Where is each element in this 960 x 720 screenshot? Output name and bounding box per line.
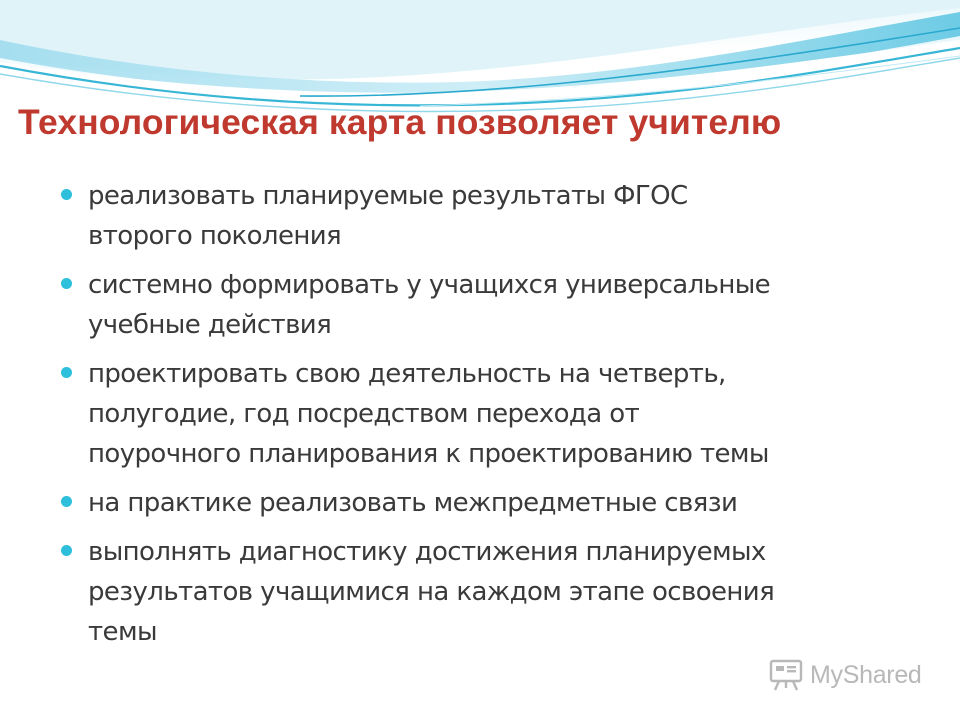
bullet-line: второго поколения xyxy=(88,221,342,251)
bullet-dot-icon xyxy=(61,189,72,200)
bullet-list xyxy=(64,176,944,661)
bullet-line: темы xyxy=(88,617,157,647)
bullet-line: поурочного планирования к проектированию темы xyxy=(88,439,769,469)
bullet-item xyxy=(64,265,944,345)
bullet-dot-icon xyxy=(61,496,72,507)
slide-title: Технологическая карта позволяет учителю xyxy=(18,102,782,142)
bullet-line: выполнять диагностику достижения планируемых xyxy=(88,537,766,567)
bullet-line: системно формировать у учащихся универсальные xyxy=(88,270,771,300)
watermark xyxy=(768,657,922,693)
bullet-item xyxy=(64,483,944,523)
bullet-line: результатов учащимися на каждом этапе освоения xyxy=(88,577,775,607)
bullet-line: на практике реализовать межпредметные связи xyxy=(88,488,738,518)
bullet-dot-icon xyxy=(61,278,72,289)
bullet-item xyxy=(64,532,944,652)
bullet-line: полугодие, год посредством перехода от xyxy=(88,399,640,429)
bullet-line: учебные действия xyxy=(88,310,332,340)
bullet-line: проектировать свою деятельность на четверть, xyxy=(88,359,726,389)
presentation-board-icon xyxy=(768,658,804,692)
watermark-text: MyShared xyxy=(810,660,922,689)
bullet-dot-icon xyxy=(61,367,72,378)
bullet-item xyxy=(64,176,944,256)
bullet-dot-icon xyxy=(61,545,72,556)
bullet-item xyxy=(64,354,944,474)
bullet-line: реализовать планируемые результаты ФГОС xyxy=(88,181,688,211)
